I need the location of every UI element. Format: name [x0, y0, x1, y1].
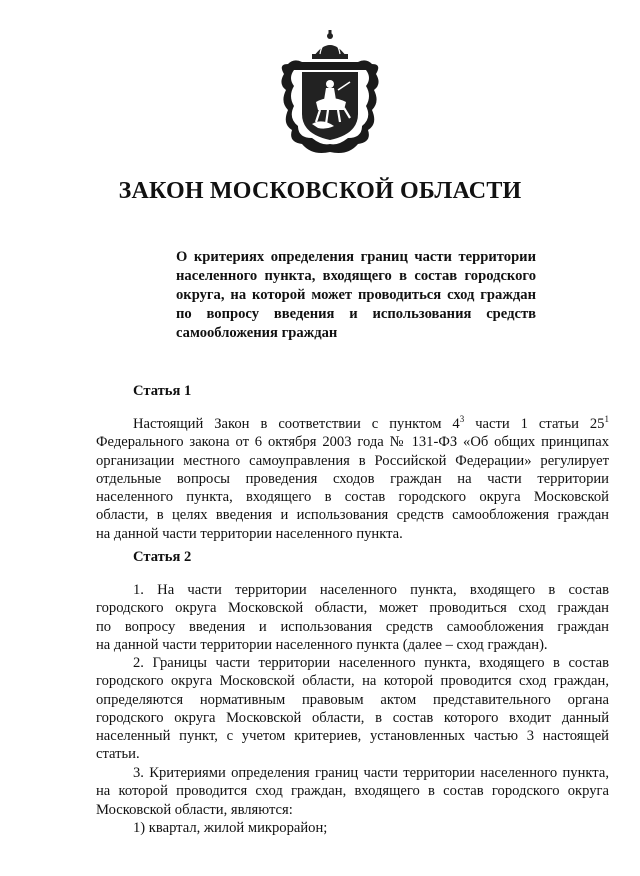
moscow-oblast-coat-of-arms [278, 30, 382, 160]
article-1-line: на данной части территории населенного пункта. [96, 525, 403, 542]
article-2-line: 1) квартал, жилой микрорайон; [133, 820, 328, 836]
article-1-line: организации местного самоуправления в Российской Федерации» регулирует [96, 452, 609, 469]
article-2-line: городского округа Московской области, в состав которого входит данный [96, 709, 609, 726]
article-1-line: Настоящий Закон в соответствии с пунктом $4^3$ части 1 статьи $25^1$ [133, 414, 609, 432]
article-2-line: городского округа Московской области, на которой проводится сход граждан, [96, 673, 609, 690]
law-subject [176, 248, 536, 343]
article-2-line: городского округа Московской области, может проводиться сход граждан [96, 600, 609, 617]
article-2-line: Московской области, являются: [96, 801, 293, 818]
article-2-heading: Статья 2 [133, 549, 192, 565]
subject-line: по вопросу введения и использования средств [176, 306, 536, 322]
article-2-line: населенный пункт, с учетом критериев, установленных частью 3 настоящей [96, 728, 609, 745]
article-1-line: Федерального закона от 6 октября 2003 года № 131-ФЗ «Об общих принципах [96, 434, 609, 451]
subject-line: самообложения граждан [176, 325, 338, 341]
superscript: 3 [459, 414, 465, 425]
subject-line: населенного пункта, входящего в состав городского [176, 268, 536, 284]
article-1-heading: Статья 1 [133, 383, 192, 399]
article-2-line: по вопросу введения и использования средств самообложения граждан [96, 618, 609, 635]
article-2-line: 3. Критериями определения границ части территории населенного пункта, [133, 765, 609, 781]
article-2-line: определяются нормативным правовым актом представительного органа [96, 691, 609, 708]
subject-line: О критериях определения границ части территории [176, 249, 536, 265]
article-1-line: отдельные вопросы проведения сходов граждан на части территории [96, 470, 609, 487]
article-2-paragraph-4 [96, 819, 609, 837]
article-1-line: области, в целях введения и использования средств самообложения граждан [96, 507, 609, 524]
article-2-paragraph-2 [96, 654, 609, 764]
article-2-line: на которой проводится сход граждан, входящего в состав городского округа [96, 783, 609, 800]
article-1-body [96, 415, 609, 543]
article-2-line: на данной части территории населенного пункта (далее – сход граждан). [96, 636, 548, 653]
law-title: ЗАКОН МОСКОВСКОЙ ОБЛАСТИ [118, 178, 522, 204]
article-2-paragraph-1 [96, 581, 609, 654]
article-2-line: статьи. [96, 746, 140, 763]
article-2-line: 1. На части территории населенного пункта, входящего в состав [133, 582, 609, 598]
article-1-line: населенного пункта, входящего в состав городского округа Московской [96, 489, 609, 506]
article-2-paragraph-3 [96, 764, 609, 819]
subject-line: округа, на которой может проводиться сход граждан [176, 287, 536, 303]
article-2-line: 2. Границы части территории населенного пункта, входящего в состав [133, 655, 609, 671]
superscript: 1 [604, 414, 609, 425]
